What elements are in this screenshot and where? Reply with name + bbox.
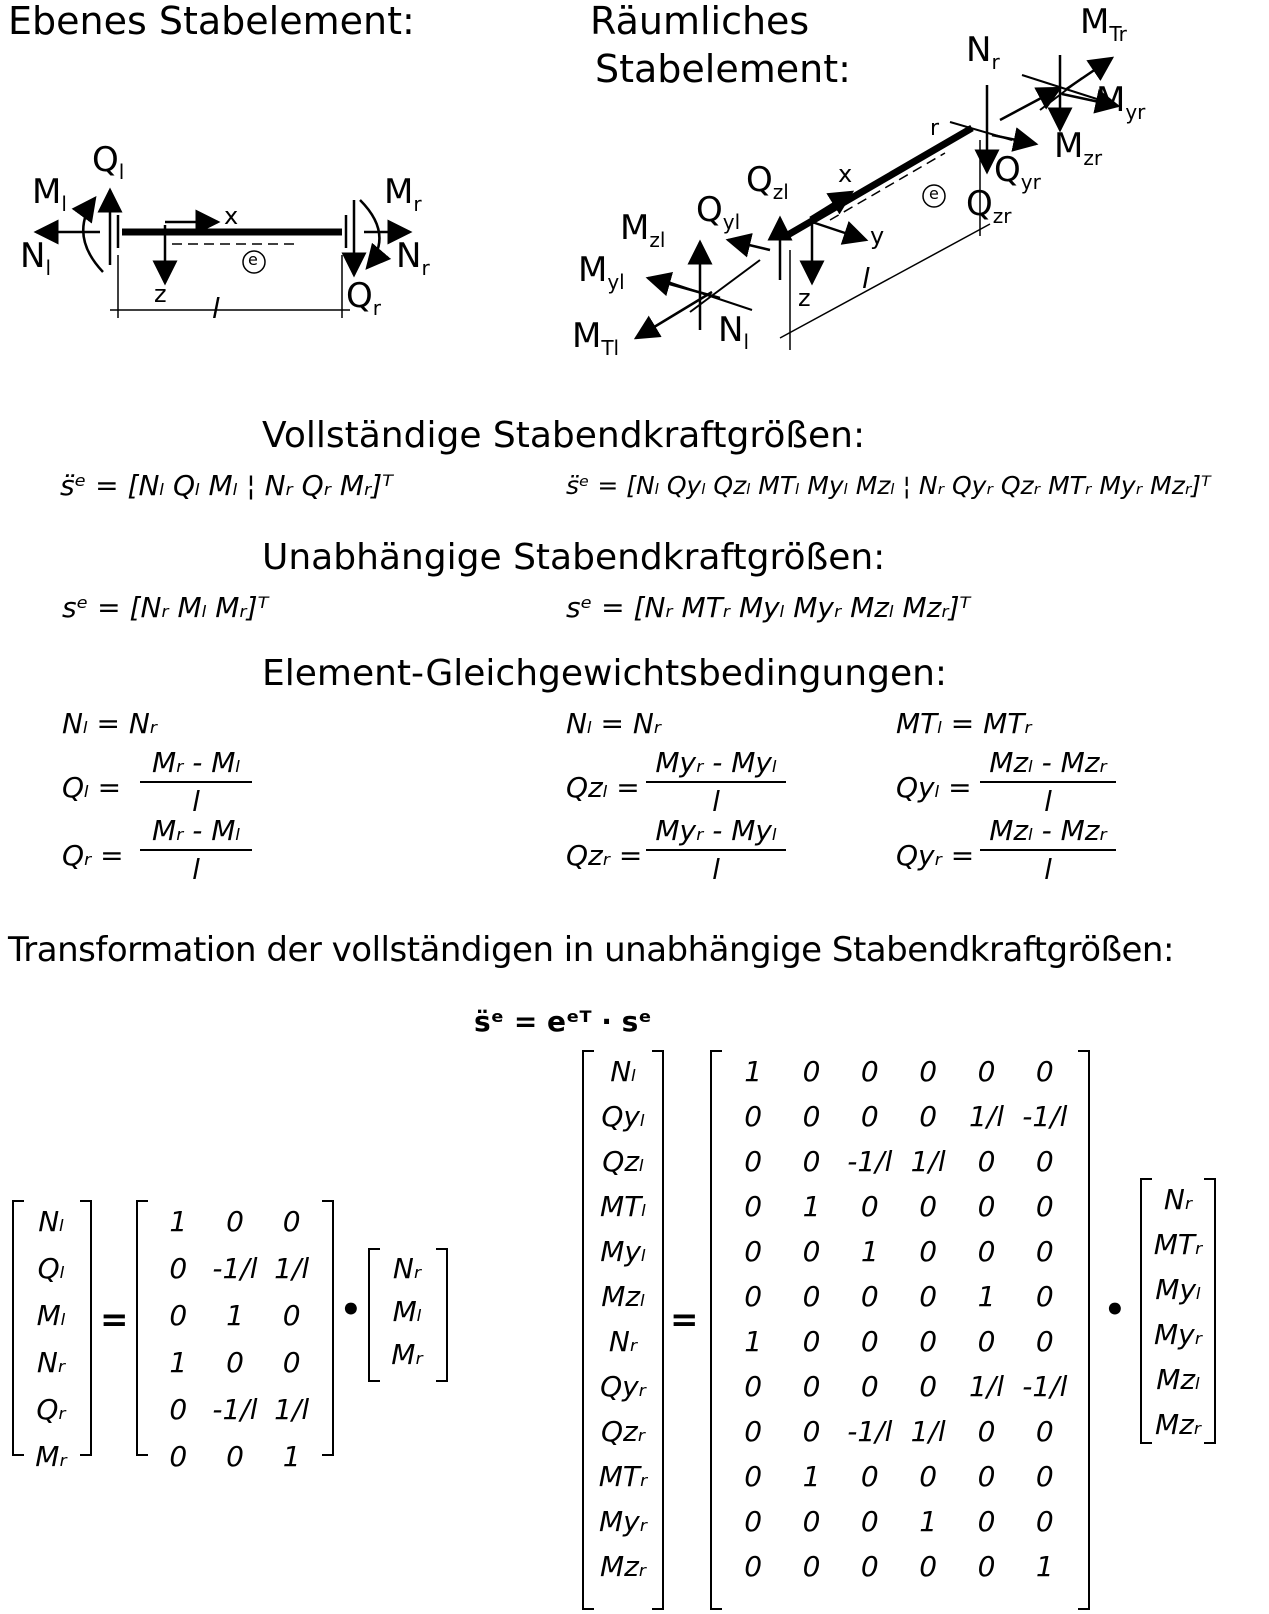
label-x-sp: x (838, 160, 853, 188)
planar-rhs-1: Mₗ (392, 1295, 422, 1328)
sm-6-1: 0 (802, 1325, 821, 1358)
label-r-sp: r (930, 116, 940, 141)
pm-3-1: 0 (226, 1346, 244, 1379)
eq-independent-planar: sᵉ = [Nᵣ Mₗ Mᵣ]ᵀ (62, 591, 269, 624)
sm-4-4: 0 (977, 1235, 996, 1268)
spatial-lhs-7: Qyᵣ (600, 1370, 646, 1403)
eq-independent-spatial: sᵉ = [Nᵣ MTᵣ Myₗ Myᵣ Mzₗ Mzᵣ]ᵀ (566, 591, 971, 624)
label-Myl: $M_{yl}$ (578, 250, 625, 294)
sm-10-2: 0 (860, 1505, 879, 1538)
pm-2-2: 0 (282, 1299, 301, 1332)
eq-s3-lhs: Qzᵣ = (566, 839, 643, 872)
sm-0-4: 0 (977, 1055, 996, 1088)
sm-10-0: 0 (744, 1505, 763, 1538)
pm-3-2: 0 (282, 1346, 301, 1379)
eq-t2-frac (980, 746, 1116, 818)
planar-equals: = (100, 1300, 129, 1340)
sm-6-2: 0 (860, 1325, 879, 1358)
sm-0-0: 1 (744, 1055, 763, 1088)
heading-transformation: Transformation der vollständigen in unabhängige Stabendkraftgrößen: (8, 930, 1174, 970)
eq-p2-lhs: Qₗ = (62, 771, 122, 804)
pm-5-0: 0 (169, 1440, 188, 1473)
sm-8-5: 0 (1035, 1415, 1054, 1448)
sm-7-2: 0 (860, 1370, 879, 1403)
sm-7-3: 0 (919, 1370, 938, 1403)
sm-9-3: 0 (919, 1460, 938, 1493)
sm-0-5: 0 (1035, 1055, 1054, 1088)
spatial-rhs-0: Nᵣ (1163, 1183, 1193, 1216)
eq-p3-num: Mᵣ - Mₗ (151, 814, 241, 847)
sm-5-0: 0 (744, 1280, 763, 1313)
sm-9-2: 0 (860, 1460, 879, 1493)
eq-p1: Nₗ = Nᵣ (62, 707, 158, 740)
pm-0-2: 0 (282, 1205, 301, 1238)
eq-t2-lhs: Qyₗ = (896, 771, 972, 804)
eq-p3-frac (140, 814, 252, 886)
eq-s3-den: l (712, 853, 720, 886)
sm-5-5: 0 (1035, 1280, 1054, 1313)
spatial-rhs-5: Mzᵣ (1154, 1408, 1202, 1441)
planar-lhs-vector (24, 1205, 78, 1473)
eq-p2-den: l (192, 785, 200, 818)
sm-8-3: 1/l (910, 1415, 946, 1448)
label-l-sp: l (862, 262, 870, 295)
heading-independent: Unabhängige Stabendkraftgrößen: (262, 537, 886, 578)
eq-t3-lhs: Qyᵣ = (896, 839, 975, 872)
sm-8-4: 0 (977, 1415, 996, 1448)
sm-0-3: 0 (919, 1055, 938, 1088)
eq-s2-den: l (712, 785, 720, 818)
eq-s3-frac (646, 814, 786, 886)
sm-5-4: 1 (977, 1280, 996, 1313)
spatial-rhs-4: Mzₗ (1156, 1363, 1200, 1396)
sm-3-3: 0 (919, 1190, 938, 1223)
sm-3-1: 1 (802, 1190, 821, 1223)
sm-7-1: 0 (802, 1370, 821, 1403)
sm-9-4: 0 (977, 1460, 996, 1493)
planar-lhs-5: Mᵣ (35, 1440, 67, 1473)
title-spatial-1: Räumliches (590, 0, 810, 43)
pm-1-2: 1/l (274, 1252, 310, 1285)
label-Qr: $Q_r$ (346, 276, 381, 320)
sm-1-3: 0 (919, 1100, 938, 1133)
pm-2-1: 1 (226, 1299, 244, 1332)
spatial-rhs-vector (1150, 1183, 1206, 1441)
spatial-lhs-1: Qyₗ (601, 1100, 645, 1133)
label-MTr: $M_{Tr}$ (1080, 2, 1127, 46)
sm-3-5: 0 (1035, 1190, 1054, 1223)
sm-11-4: 0 (977, 1550, 996, 1583)
sm-4-1: 0 (802, 1235, 821, 1268)
pm-0-1: 0 (226, 1205, 244, 1238)
sm-0-1: 0 (802, 1055, 821, 1088)
spatial-lhs-vector (594, 1055, 652, 1583)
sm-1-1: 0 (802, 1100, 821, 1133)
eq-p2-frac (140, 746, 252, 818)
pm-1-0: 0 (169, 1252, 188, 1285)
planar-rhs-2: Mᵣ (391, 1338, 423, 1371)
label-l-planar: l (212, 292, 220, 325)
label-Myr: $M_{yr}$ (1096, 80, 1146, 124)
label-e-planar: e (248, 250, 258, 269)
spatial-lhs-9: MTᵣ (598, 1460, 648, 1493)
eq-t2-num: Mzₗ - Mzᵣ (989, 746, 1107, 779)
sm-0-2: 0 (860, 1055, 879, 1088)
title-planar: Ebenes Stabelement: (8, 0, 415, 43)
sm-4-3: 0 (919, 1235, 938, 1268)
sm-1-4: 1/l (968, 1100, 1004, 1133)
sm-11-2: 0 (860, 1550, 879, 1583)
planar-dot: • (340, 1290, 362, 1330)
eq-p2-num: Mᵣ - Mₗ (151, 746, 241, 779)
label-Nr-sp: $N_r$ (966, 30, 1000, 74)
sm-5-1: 0 (802, 1280, 821, 1313)
sm-2-4: 0 (977, 1145, 996, 1178)
pm-5-1: 0 (226, 1440, 244, 1473)
sm-2-1: 0 (802, 1145, 821, 1178)
planar-rhs-0: Nᵣ (392, 1252, 422, 1285)
spatial-dot: • (1104, 1290, 1126, 1330)
spatial-lhs-8: Qzᵣ (601, 1415, 645, 1448)
sm-5-2: 0 (860, 1280, 879, 1313)
eq-complete-planar: s̈ᵉ = [Nₗ Qₗ Mₗ ¦ Nᵣ Qᵣ Mᵣ]ᵀ (60, 469, 393, 502)
heading-equilibrium: Element-Gleichgewichtsbedingungen: (262, 653, 948, 694)
spatial-lhs-11: Mzᵣ (599, 1550, 647, 1583)
label-Ql: $Q_l$ (92, 140, 125, 184)
label-y-sp: y (870, 222, 885, 250)
label-Ml: $M_l$ (32, 172, 67, 216)
sm-8-1: 0 (802, 1415, 821, 1448)
sm-3-4: 0 (977, 1190, 996, 1223)
sm-9-0: 0 (744, 1460, 763, 1493)
sm-3-0: 0 (744, 1190, 763, 1223)
pm-1-1: -1/l (212, 1252, 258, 1285)
spatial-equals: = (670, 1300, 699, 1340)
label-z-planar: z (154, 280, 167, 308)
eq-t3-num: Mzₗ - Mzᵣ (989, 814, 1107, 847)
sm-3-2: 0 (860, 1190, 879, 1223)
spatial-lhs-0: Nₗ (610, 1055, 636, 1088)
spatial-lhs-6: Nᵣ (608, 1325, 638, 1358)
eq-s3-num: Myᵣ - Myₗ (655, 814, 777, 847)
sm-9-5: 0 (1035, 1460, 1054, 1493)
planar-lhs-1: Qₗ (37, 1252, 65, 1285)
sm-6-5: 0 (1035, 1325, 1054, 1358)
label-Qzl: $Q_{zl}$ (746, 160, 789, 204)
sm-11-1: 0 (802, 1550, 821, 1583)
label-Qyr: $Q_{yr}$ (994, 150, 1041, 194)
eq-t3-den: l (1044, 853, 1052, 886)
spatial-rhs-3: Myᵣ (1154, 1318, 1202, 1351)
spatial-rhs-1: MTᵣ (1153, 1228, 1203, 1261)
sm-1-5: -1/l (1022, 1100, 1068, 1133)
sm-7-0: 0 (744, 1370, 763, 1403)
sm-6-3: 0 (919, 1325, 938, 1358)
planar-lhs-2: Mₗ (36, 1299, 66, 1332)
eq-s2-frac (646, 746, 786, 818)
eq-s1: Nₗ = Nᵣ (566, 707, 662, 740)
structural-diagrams (0, 0, 1269, 380)
sm-2-2: -1/l (847, 1145, 893, 1178)
sm-4-2: 1 (860, 1235, 879, 1268)
label-MTl: $M_{Tl}$ (572, 316, 620, 360)
eq-main: s̈ᵉ = eᵉᵀ · sᵉ (474, 1005, 652, 1038)
sm-8-0: 0 (744, 1415, 763, 1448)
spatial-lhs-2: Qzₗ (602, 1145, 644, 1178)
label-Mr: $M_r$ (384, 172, 422, 216)
planar-rhs-vector (380, 1252, 434, 1371)
pm-4-1: -1/l (212, 1393, 258, 1426)
sm-11-3: 0 (919, 1550, 938, 1583)
eq-s2-num: Myᵣ - Myₗ (655, 746, 777, 779)
spatial-lhs-5: Mzₗ (601, 1280, 645, 1313)
eq-t1: MTₗ = MTᵣ (896, 707, 1032, 740)
sm-7-4: 1/l (968, 1370, 1004, 1403)
sm-2-0: 0 (744, 1145, 763, 1178)
sm-4-0: 0 (744, 1235, 763, 1268)
sm-1-2: 0 (860, 1100, 879, 1133)
eq-complete-spatial: s̈ᵉ = [Nₗ Qyₗ Qzₗ MTₗ Myₗ Mzₗ ¦ Nᵣ Qyᵣ Qzᵣ MTᵣ Myᵣ Mzᵣ]ᵀ (566, 471, 1211, 500)
label-Mzr: $M_{zr}$ (1054, 126, 1103, 170)
sm-9-1: 1 (802, 1460, 821, 1493)
sm-10-5: 0 (1035, 1505, 1054, 1538)
label-e-sp: e (929, 184, 939, 203)
title-spatial-2: Stabelement: (595, 47, 851, 91)
sm-7-5: -1/l (1022, 1370, 1068, 1403)
sm-8-2: -1/l (847, 1415, 893, 1448)
sm-2-5: 0 (1035, 1145, 1054, 1178)
spatial-lhs-10: Myᵣ (599, 1505, 647, 1538)
planar-lhs-4: Qᵣ (36, 1393, 66, 1426)
sm-4-5: 0 (1035, 1235, 1054, 1268)
eq-t3-frac (980, 814, 1116, 886)
sm-6-0: 1 (744, 1325, 763, 1358)
label-x-planar: x (224, 202, 239, 230)
label-z-sp: z (798, 284, 811, 312)
label-Mzl: $M_{zl}$ (620, 208, 666, 252)
spatial-lhs-3: MTₗ (600, 1190, 646, 1223)
pm-2-0: 0 (169, 1299, 188, 1332)
label-Nr: $N_r$ (396, 236, 430, 280)
pm-3-0: 1 (169, 1346, 188, 1379)
eq-t2-den: l (1044, 785, 1052, 818)
eq-s2-lhs: Qzₗ = (566, 771, 640, 804)
label-Qyl: $Q_{yl}$ (696, 190, 741, 234)
label-Qzr: $Q_{zr}$ (966, 184, 1012, 228)
eq-p3-lhs: Qᵣ = (62, 839, 124, 872)
spatial-matrix (724, 1055, 1074, 1583)
label-Nl: $N_l$ (20, 236, 51, 280)
pm-4-0: 0 (169, 1393, 188, 1426)
sm-10-3: 1 (919, 1505, 938, 1538)
planar-matrix (150, 1205, 320, 1473)
sm-10-1: 0 (802, 1505, 821, 1538)
planar-lhs-3: Nᵣ (36, 1346, 66, 1379)
label-Nl-sp: $N_l$ (718, 310, 749, 354)
sm-1-0: 0 (744, 1100, 763, 1133)
sm-11-5: 1 (1035, 1550, 1054, 1583)
sm-10-4: 0 (977, 1505, 996, 1538)
heading-complete: Vollständige Stabendkraftgrößen: (262, 415, 866, 456)
sm-2-3: 1/l (910, 1145, 946, 1178)
sm-5-3: 0 (919, 1280, 938, 1313)
pm-5-2: 1 (282, 1440, 301, 1473)
sm-11-0: 0 (744, 1550, 763, 1583)
eq-p3-den: l (192, 853, 200, 886)
planar-lhs-0: Nₗ (38, 1205, 64, 1238)
sm-6-4: 0 (977, 1325, 996, 1358)
spatial-rhs-2: Myₗ (1155, 1273, 1201, 1306)
pm-0-0: 1 (169, 1205, 188, 1238)
spatial-lhs-4: Myₗ (600, 1235, 646, 1268)
pm-4-2: 1/l (274, 1393, 310, 1426)
